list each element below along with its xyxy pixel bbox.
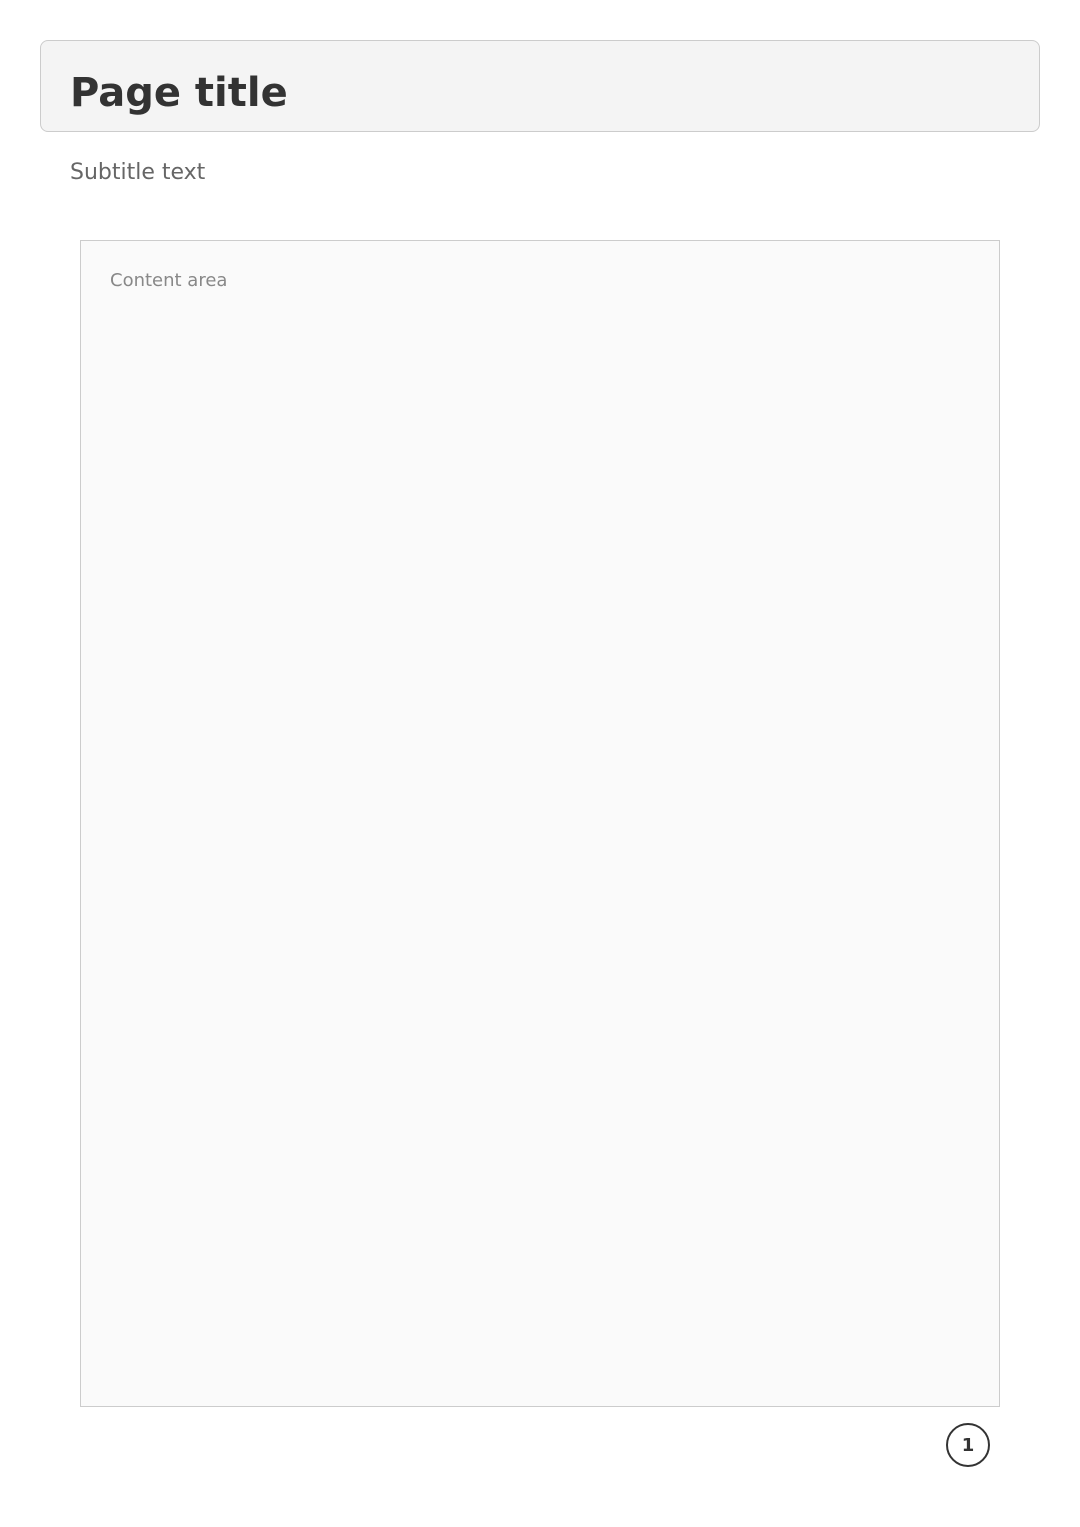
page-subtitle: Subtitle text [70, 160, 206, 185]
page-number-badge: 1 [946, 1423, 990, 1467]
content-area [80, 240, 1000, 1407]
page-title: Page title [70, 70, 288, 116]
content-note: Content area [110, 270, 228, 291]
